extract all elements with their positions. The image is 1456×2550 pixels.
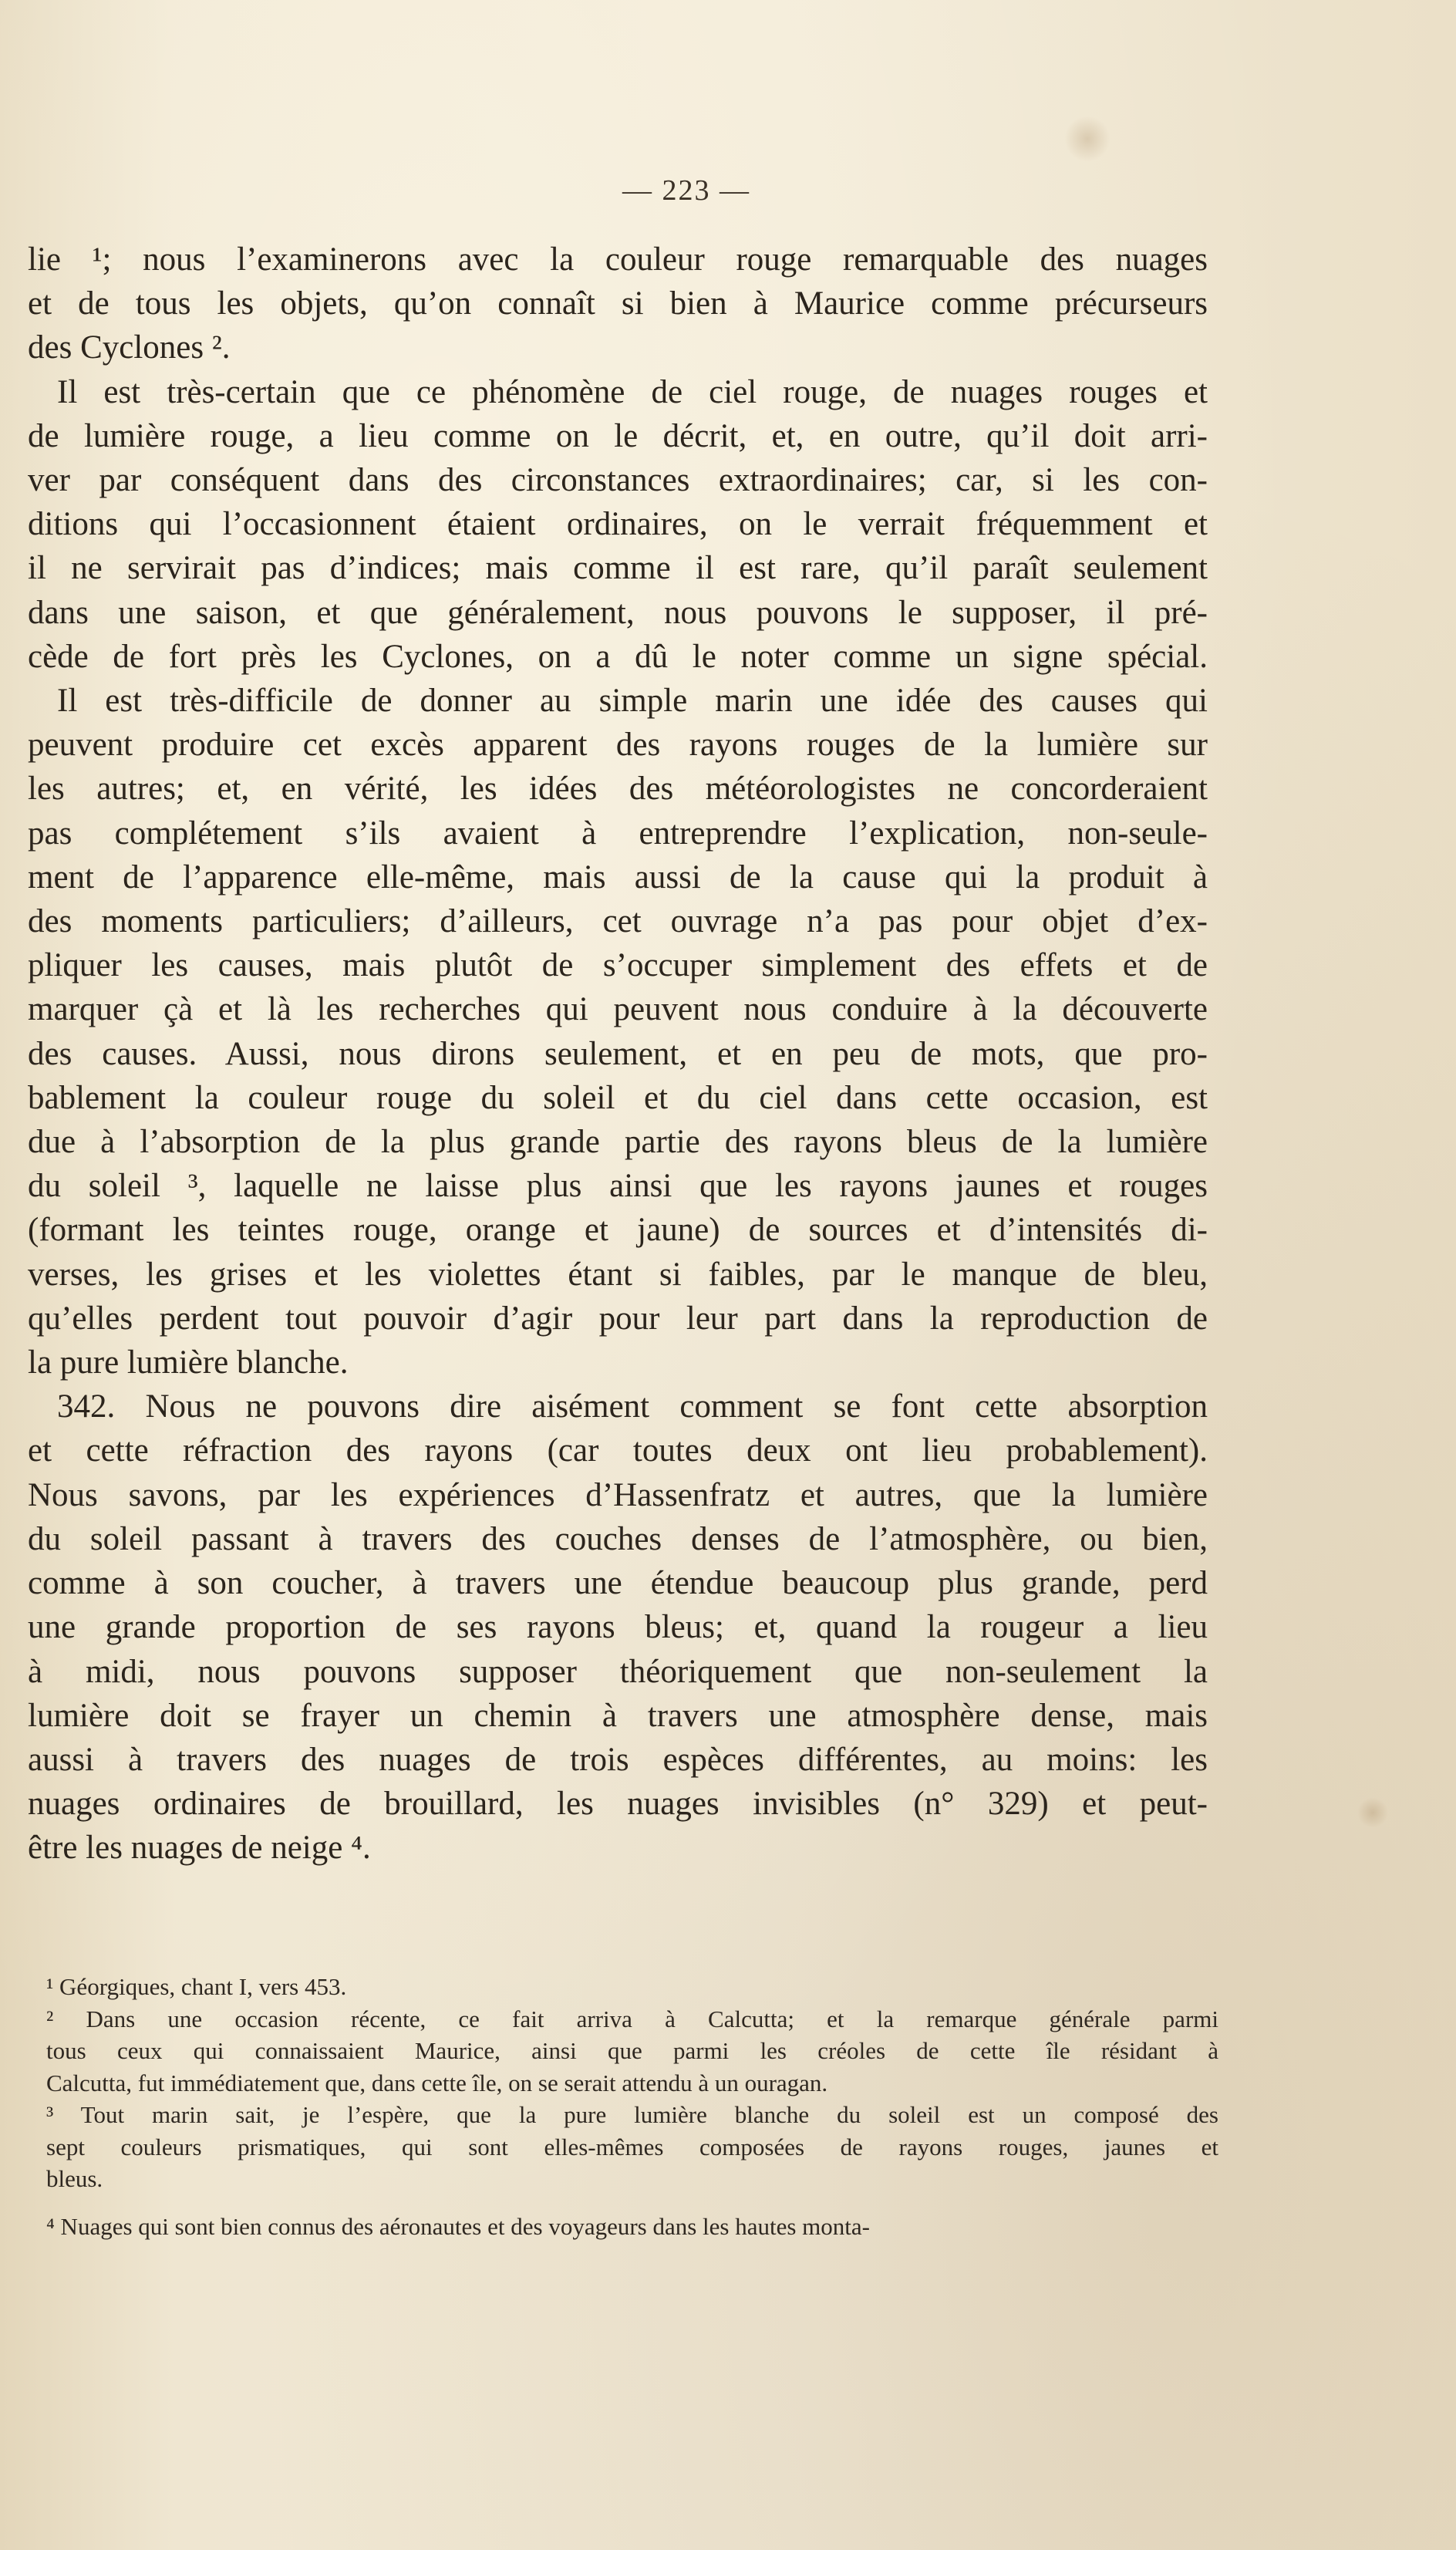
text-line: aussi à travers des nuages de trois espèces différentes, au moins: les: [28, 1741, 1208, 1778]
text-line: Nous savons, par les expériences d’Hassenfratz et autres, que la lumière: [28, 1476, 1208, 1513]
text-line: pas complétement s’ils avaient à entreprendre l’explication, non-seule-: [28, 815, 1208, 852]
text-line: comme à son coucher, à travers une étendue beaucoup plus grande, perd: [28, 1565, 1208, 1602]
text-line: une grande proportion de ses rayons bleus; et, quand la rougeur a lieu: [28, 1609, 1208, 1646]
text-line: ver par conséquent dans des circonstances extraordinaires; car, si les con-: [28, 462, 1208, 499]
footnote-line: tous ceux qui connaissaient Maurice, ainsi que parmi les créoles de cette île résidant à: [46, 2037, 1218, 2064]
text-line: il ne servirait pas d’indices; mais comme il est rare, qu’il paraît seulement: [28, 550, 1208, 587]
text-line: qu’elles perdent tout pouvoir d’agir pour leur part dans la reproduction de: [28, 1300, 1208, 1337]
page-number: — 223 —: [622, 174, 750, 207]
main-text: [28, 238, 1208, 1870]
text-line: due à l’absorption de la plus grande partie des rayons bleus de la lumière: [28, 1124, 1208, 1161]
footnote-line: bleus.: [46, 2165, 103, 2192]
text-line: être les nuages de neige ⁴.: [28, 1830, 371, 1867]
footnotes: [46, 1971, 1218, 2242]
text-line: marquer çà et là les recherches qui peuvent nous conduire à la découverte: [28, 991, 1208, 1028]
text-line: lie ¹; nous l’examinerons avec la couleur rouge remarquable des nuages: [28, 241, 1208, 278]
text-line: ment de l’apparence elle-même, mais aussi de la cause qui la produit à: [28, 858, 1208, 896]
footnote-line: ² Dans une occasion récente, ce fait arriva à Calcutta; et la remarque générale parmi: [46, 2005, 1218, 2032]
text-line: à midi, nous pouvons supposer théoriquement que non-seulement la: [28, 1653, 1208, 1690]
paper-stain: [1357, 1797, 1388, 1828]
text-line: verses, les grises et les violettes étant si faibles, par le manque de bleu,: [28, 1256, 1208, 1293]
footnote-line: ¹ Géorgiques, chant I, vers 453.: [46, 1973, 347, 2000]
text-line: des causes. Aussi, nous dirons seulement, et en peu de mots, que pro-: [28, 1035, 1208, 1072]
text-line: dans une saison, et que généralement, nous pouvons le supposer, il pré-: [28, 594, 1208, 631]
text-line: la pure lumière blanche.: [28, 1344, 349, 1381]
text-line: du soleil passant à travers des couches denses de l’atmosphère, ou bien,: [28, 1520, 1208, 1557]
text-line: et cette réfraction des rayons (car toutes deux ont lieu probablement).: [28, 1432, 1208, 1469]
text-line: peuvent produire cet excès apparent des rayons rouges de la lumière sur: [28, 727, 1208, 764]
footnote-line: ⁴ Nuages qui sont bien connus des aéronautes et des voyageurs dans les hautes monta-: [46, 2212, 870, 2240]
text-line: pliquer les causes, mais plutôt de s’occuper simplement des effets et de: [28, 947, 1208, 984]
text-line: des moments particuliers; d’ailleurs, cet ouvrage n’a pas pour objet d’ex-: [28, 903, 1208, 940]
text-line: Il est très-certain que ce phénomène de ciel rouge, de nuages rouges et: [57, 373, 1208, 410]
footnote-line: ³ Tout marin sait, je l’espère, que la pure lumière blanche du soleil est un composé des: [46, 2101, 1218, 2128]
text-line: et de tous les objets, qu’on connaît si bien à Maurice comme précurseurs: [28, 285, 1208, 322]
text-line: des Cyclones ².: [28, 329, 231, 366]
text-line: ditions qui l’occasionnent étaient ordinaires, on le verrait fréquemment et: [28, 506, 1208, 543]
paper-stain: [1064, 116, 1111, 162]
text-line: bablement la couleur rouge du soleil et du ciel dans cette occasion, est: [28, 1079, 1208, 1116]
footnote-line: Calcutta, fut immédiatement que, dans cette île, on se serait attendu à un ouragan.: [46, 2069, 828, 2096]
text-line: du soleil ³, laquelle ne laisse plus ainsi que les rayons jaunes et rouges: [28, 1168, 1208, 1205]
text-line: les autres; et, en vérité, les idées des météorologistes ne concorderaient: [28, 771, 1208, 808]
text-line: de lumière rouge, a lieu comme on le décrit, et, en outre, qu’il doit arri-: [28, 417, 1208, 454]
text-line: lumière doit se frayer un chemin à travers une atmosphère dense, mais: [28, 1697, 1208, 1734]
text-line: Il est très-difficile de donner au simple marin une idée des causes qui: [57, 683, 1208, 720]
text-line: cède de fort près les Cyclones, on a dû le noter comme un signe spécial.: [28, 638, 1208, 675]
text-line: 342. Nous ne pouvons dire aisément comment se font cette absorption: [57, 1388, 1208, 1425]
text-line: (formant les teintes rouge, orange et jaune) de sources et d’intensités di-: [28, 1212, 1208, 1249]
footnote-line: sept couleurs prismatiques, qui sont elles-mêmes composées de rayons rouges, jaunes et: [46, 2133, 1218, 2160]
text-line: nuages ordinaires de brouillard, les nuages invisibles (n° 329) et peut-: [28, 1786, 1208, 1823]
